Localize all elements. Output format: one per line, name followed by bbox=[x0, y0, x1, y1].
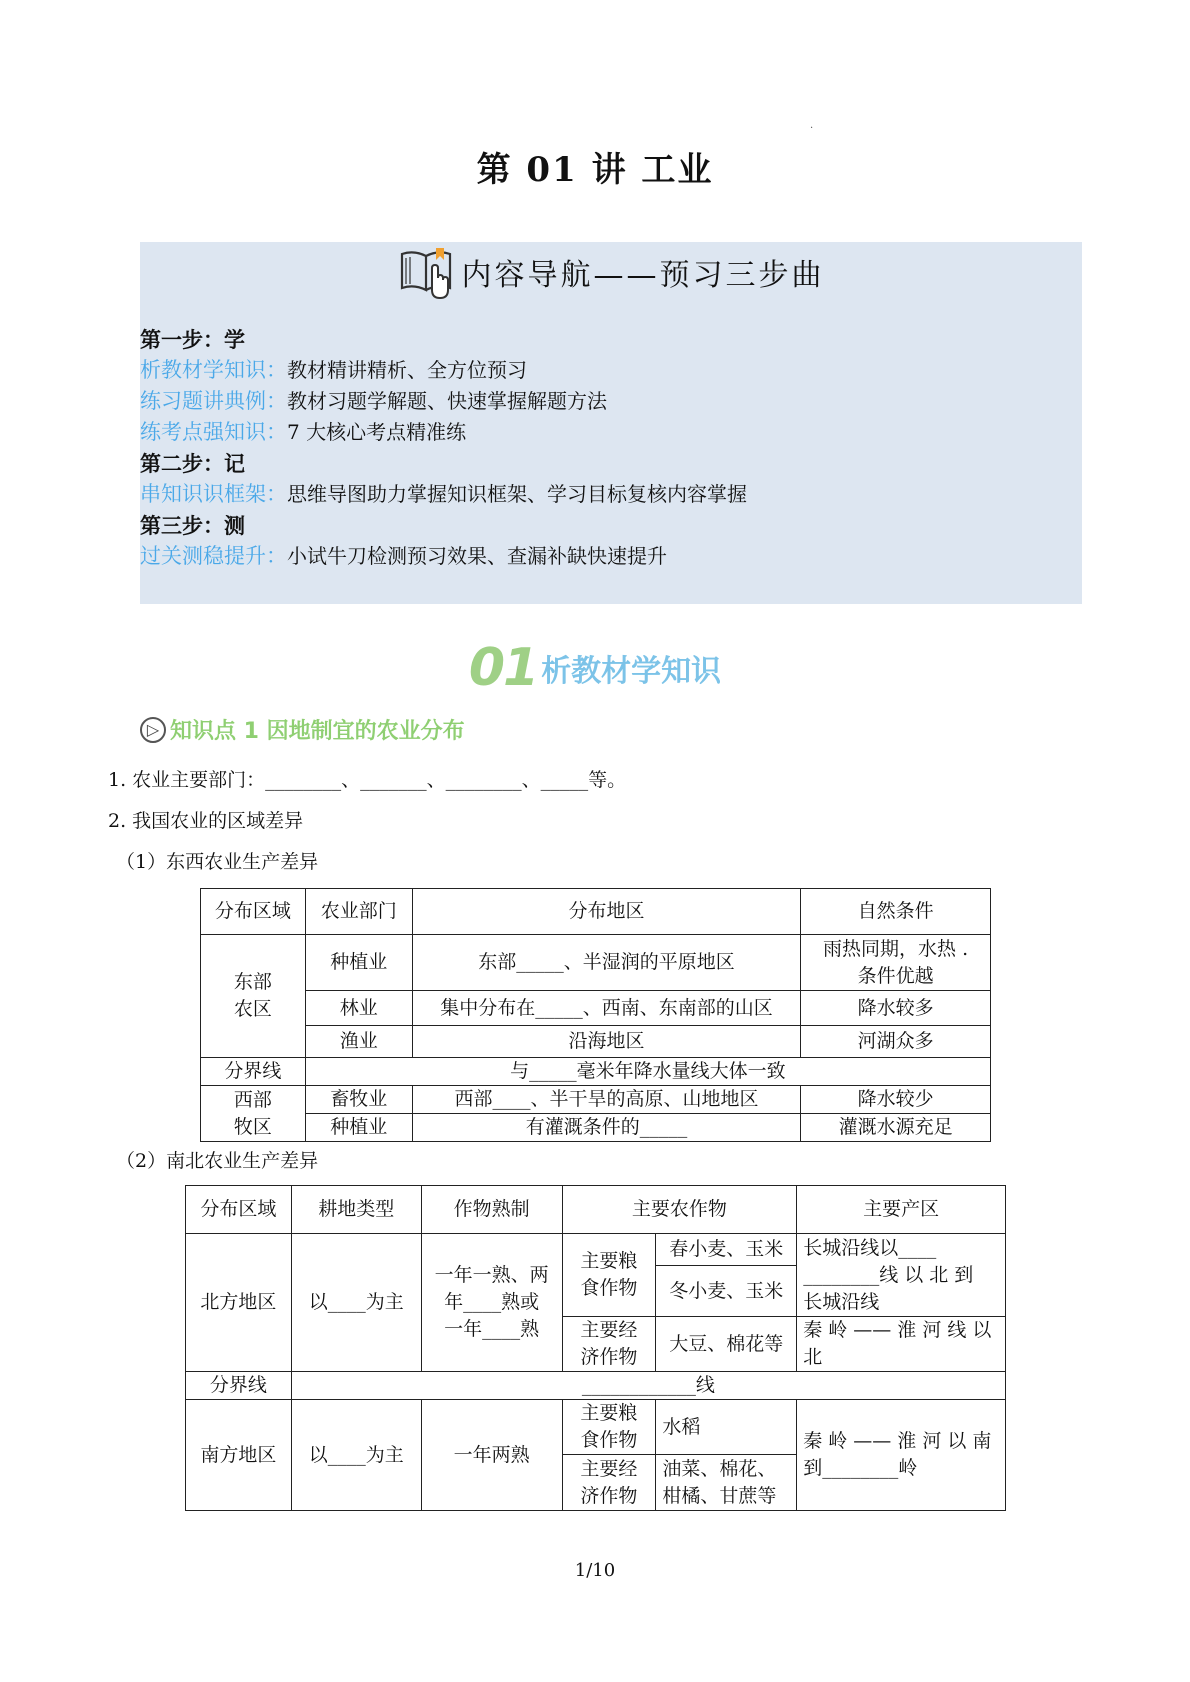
table-header: 主要农作物 bbox=[562, 1186, 797, 1234]
section-number: 01 bbox=[468, 638, 538, 698]
nav-item-5: 过关测稳提升：小试牛刀检测预习效果、查漏补缺快速提升 bbox=[140, 544, 667, 568]
table-cell: 长城沿线以____ ________线 以 北 到 长城沿线 bbox=[797, 1234, 1006, 1317]
nav-item-1: 析教材学知识：教材精讲精析、全方位预习 bbox=[140, 358, 527, 382]
table-cell: 西部____、半干旱的高原、山地地区 bbox=[412, 1086, 800, 1114]
nav-item-3: 练考点强知识：7 大核心考点精准练 bbox=[140, 420, 467, 444]
paragraph-3: （1）东西农业生产差异 bbox=[116, 851, 319, 873]
table-cell: 主要经 济作物 bbox=[562, 1455, 656, 1511]
table-cell: 以____为主 bbox=[291, 1400, 421, 1511]
table-header: 分布区域 bbox=[186, 1186, 292, 1234]
nav-heading: 内容导航——预习三步曲 bbox=[461, 258, 825, 293]
page-dot: . bbox=[810, 120, 814, 131]
table-cell: 主要粮 食作物 bbox=[562, 1400, 656, 1455]
table-cell: 冬小麦、玉米 bbox=[656, 1266, 797, 1317]
table-cell: 分界线 bbox=[186, 1372, 292, 1400]
table-header: 耕地类型 bbox=[291, 1186, 421, 1234]
table-cell: 油菜、棉花、 柑橘、甘蔗等 bbox=[656, 1455, 797, 1511]
table-cell: 主要经 济作物 bbox=[562, 1317, 656, 1372]
table-cell: 林业 bbox=[305, 991, 412, 1026]
page-number: 1/10 bbox=[574, 1560, 616, 1581]
page-title: 第 01 讲 工业 bbox=[476, 150, 714, 190]
table-cell: 集中分布在_____、西南、东南部的山区 bbox=[412, 991, 800, 1026]
paragraph-4: （2）南北农业生产差异 bbox=[116, 1150, 319, 1172]
table-header: 分布地区 bbox=[412, 889, 800, 935]
nav-item-2: 练习题讲典例：教材习题学解题、快速掌握解题方法 bbox=[140, 389, 607, 413]
table-cell: 雨热同期，水热 . 条件优越 bbox=[801, 935, 991, 991]
table-cell: 以____为主 bbox=[291, 1234, 421, 1372]
table-header: 主要产区 bbox=[797, 1186, 1006, 1234]
table-cell: 东部_____、半湿润的平原地区 bbox=[412, 935, 800, 991]
table-cell: 种植业 bbox=[305, 935, 412, 991]
table-header: 农业部门 bbox=[305, 889, 412, 935]
paragraph-1: 1. 农业主要部门：________、_______、________、_____等。 bbox=[108, 769, 627, 791]
table-cell: 一年两熟 bbox=[421, 1400, 562, 1511]
table-cell: 东部 农区 bbox=[201, 935, 306, 1058]
table-cell: 主要粮 食作物 bbox=[562, 1234, 656, 1317]
table-cell: 北方地区 bbox=[186, 1234, 292, 1372]
step-1: 第一步：学 bbox=[140, 327, 245, 352]
knowledge-point-heading bbox=[140, 714, 465, 745]
table-cell: 秦 岭 —— 淮 河 线 以 北 bbox=[797, 1317, 1006, 1372]
table-cell: 大豆、棉花等 bbox=[656, 1317, 797, 1372]
table-cell: 西部 牧区 bbox=[201, 1086, 306, 1142]
table-cell: 河湖众多 bbox=[801, 1026, 991, 1058]
book-touch-icon bbox=[398, 244, 456, 300]
table-cell: 沿海地区 bbox=[412, 1026, 800, 1058]
section-heading bbox=[0, 638, 1190, 698]
table-cell: 降水较少 bbox=[801, 1086, 991, 1114]
step-3: 第三步：测 bbox=[140, 513, 245, 538]
section-title: 析教材学知识 bbox=[541, 654, 722, 689]
table-cell: 有灌溉条件的_____ bbox=[412, 1114, 800, 1142]
nav-item-4: 串知识识框架：思维导图助力掌握知识框架、学习目标复核内容掌握 bbox=[140, 482, 747, 506]
table-cell: 分界线 bbox=[201, 1058, 306, 1086]
table-cell: 春小麦、玉米 bbox=[656, 1234, 797, 1266]
step-2: 第二步：记 bbox=[140, 451, 245, 476]
table-cell: 降水较多 bbox=[801, 991, 991, 1026]
table-header: 分布区域 bbox=[201, 889, 306, 935]
table-cell: 畜牧业 bbox=[305, 1086, 412, 1114]
content-nav-box bbox=[140, 242, 1082, 604]
table-header: 自然条件 bbox=[801, 889, 991, 935]
paragraph-2: 2. 我国农业的区域差异 bbox=[108, 810, 304, 832]
nav-header bbox=[140, 242, 1082, 302]
table-cell: 水稻 bbox=[656, 1400, 797, 1455]
north-south-table bbox=[185, 1185, 1006, 1511]
knowledge-point-title: 知识点 1 因地制宜的农业分布 bbox=[170, 719, 465, 744]
table-header: 作物熟制 bbox=[421, 1186, 562, 1234]
east-west-table bbox=[200, 888, 991, 1142]
table-cell: 与_____毫米年降水量线大体一致 bbox=[305, 1058, 990, 1086]
play-circle-icon: ▷ bbox=[140, 717, 166, 743]
table-cell: 种植业 bbox=[305, 1114, 412, 1142]
table-cell: 一年一熟、两 年____熟或 一年____熟 bbox=[421, 1234, 562, 1372]
table-cell: 灌溉水源充足 bbox=[801, 1114, 991, 1142]
table-cell: 秦 岭 —— 淮 河 以 南 到________岭 bbox=[797, 1400, 1006, 1511]
table-cell: 渔业 bbox=[305, 1026, 412, 1058]
table-cell: ____________线 bbox=[291, 1372, 1005, 1400]
table-cell: 南方地区 bbox=[186, 1400, 292, 1511]
